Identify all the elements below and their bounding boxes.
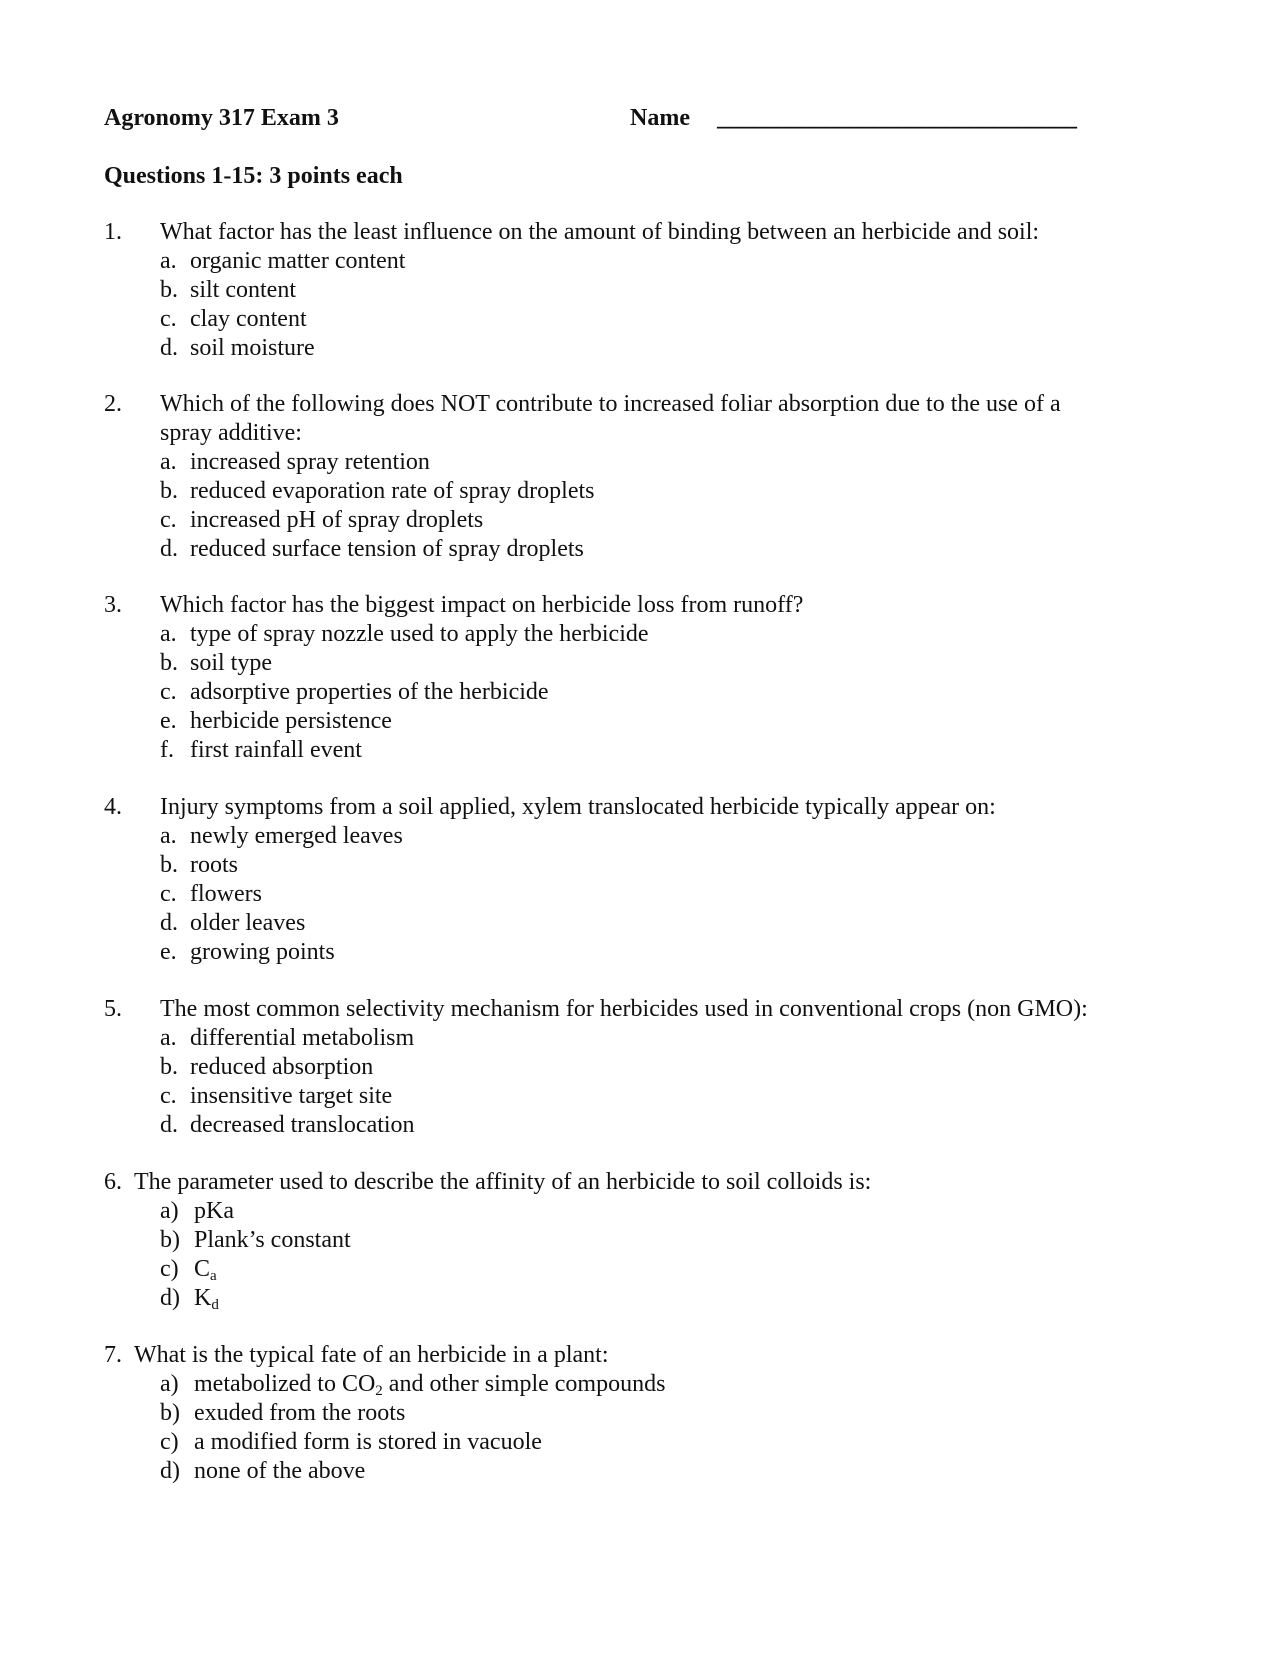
option-text: herbicide persistence [190,708,392,734]
option-text: metabolized to CO [194,1371,376,1397]
option-text: soil type [190,650,272,676]
option-item [160,851,403,880]
option-item [160,1255,351,1284]
option-letter: d) [160,1458,180,1484]
option-text: clay content [190,306,307,332]
option-text: adsorptive properties of the herbicide [190,679,549,705]
option-letter: b. [160,1054,178,1080]
option-item [160,305,405,334]
question-text: Which factor has the biggest impact on herbicide loss from runoff? [160,592,804,618]
option-subscript: 2 [375,1383,383,1399]
question-number: 3. [104,592,122,618]
option-letter: a) [160,1198,179,1224]
option-letter: c. [160,306,177,332]
option-item [160,1111,415,1140]
option-letter: e. [160,939,177,965]
question-text: The parameter used to describe the affinity of an herbicide to soil colloids is: [134,1169,872,1195]
option-item [160,620,649,649]
option-text: organic matter content [190,248,406,274]
option-letter: d) [160,1285,180,1311]
option-list [160,620,649,765]
option-list [160,1024,415,1140]
option-letter: a. [160,449,177,475]
option-letter: b. [160,852,178,878]
option-text: differential metabolism [190,1025,415,1051]
option-text: reduced surface tension of spray droplets [190,536,584,562]
option-item [160,247,405,276]
option-letter: f. [160,737,174,763]
question-text: Which of the following does NOT contribute to increased foliar absorption due to the use of a spray additive: [160,391,1061,446]
option-item [160,1226,351,1255]
option-text: pKa [194,1198,234,1224]
question-number: 7. [104,1342,122,1368]
option-letter: c. [160,507,177,533]
name-blank-line: ______________________________ [717,105,1077,131]
option-item [160,1457,665,1486]
option-letter: b) [160,1400,180,1426]
option-text: C [194,1256,211,1282]
option-text: increased spray retention [190,449,430,475]
option-item [160,1024,415,1053]
option-text: K [194,1285,212,1311]
option-item [160,1197,351,1226]
option-letter: b) [160,1227,180,1253]
option-text: older leaves [190,910,306,936]
option-item [160,736,649,765]
option-letter: d. [160,335,178,361]
question-number: 5. [104,996,122,1022]
option-text: silt content [190,277,296,303]
option-item [160,506,595,535]
option-item [160,477,595,506]
option-text: first rainfall event [190,737,362,763]
option-letter: d. [160,536,178,562]
question-text: Injury symptoms from a soil applied, xylem translocated herbicide typically appear on: [160,794,996,820]
option-item [160,1428,665,1457]
option-text: exuded from the roots [194,1400,406,1426]
option-subscript: d [211,1297,219,1313]
option-letter: b. [160,478,178,504]
option-item [160,909,403,938]
option-text: Plank’s constant [194,1227,351,1253]
option-letter: c. [160,881,177,907]
option-item [160,1399,665,1428]
name-label: Name [630,105,690,131]
option-text: increased pH of spray droplets [190,507,484,533]
option-text: growing points [190,939,335,965]
option-text: newly emerged leaves [190,823,403,849]
option-text: flowers [190,881,262,907]
option-text: soil moisture [190,335,315,361]
option-text: insensitive target site [190,1083,393,1109]
option-item [160,822,403,851]
option-letter: b. [160,650,178,676]
option-letter: e. [160,708,177,734]
option-item [160,276,405,305]
option-item [160,938,403,967]
option-item [160,448,595,477]
option-letter: d. [160,910,178,936]
question-number: 2. [104,391,122,417]
option-letter: b. [160,277,178,303]
question-text: What is the typical fate of an herbicide in a plant: [134,1342,609,1368]
question-number: 4. [104,794,122,820]
option-letter: c. [160,1083,177,1109]
option-text: roots [190,852,238,878]
option-list [160,822,403,967]
option-text-after: and other simple compounds [382,1371,666,1397]
option-list [160,1370,665,1486]
option-text: reduced absorption [190,1054,374,1080]
option-item [160,1082,415,1111]
option-letter: c) [160,1256,179,1282]
option-letter: a. [160,621,177,647]
option-subscript: a [210,1268,217,1284]
question-number: 1. [104,219,122,245]
option-item [160,1284,351,1313]
option-letter: a. [160,823,177,849]
option-text: decreased translocation [190,1112,415,1138]
option-list [160,448,595,564]
option-list [160,1197,351,1313]
option-item [160,880,403,909]
option-item [160,678,649,707]
option-letter: c) [160,1429,179,1455]
option-letter: a. [160,1025,177,1051]
option-text: type of spray nozzle used to apply the herbicide [190,621,649,647]
exam-title: Agronomy 317 Exam 3 [104,105,339,131]
option-text: a modified form is stored in vacuole [194,1429,542,1455]
option-text: reduced evaporation rate of spray droplets [190,478,595,504]
option-item [160,649,649,678]
option-item [160,535,595,564]
question-number: 6. [104,1169,122,1195]
option-letter: a) [160,1371,179,1397]
option-item [160,1053,415,1082]
option-text: none of the above [194,1458,366,1484]
question-text: What factor has the least influence on the amount of binding between an herbicide and soil: [160,219,1040,245]
option-list [160,247,405,363]
option-item [160,334,405,363]
option-item [160,1370,665,1399]
option-letter: d. [160,1112,178,1138]
option-letter: a. [160,248,177,274]
section-heading: Questions 1-15: 3 points each [104,163,403,189]
option-letter: c. [160,679,177,705]
option-item [160,707,649,736]
question-text: The most common selectivity mechanism for herbicides used in conventional crops (non GMO): [160,996,1088,1022]
